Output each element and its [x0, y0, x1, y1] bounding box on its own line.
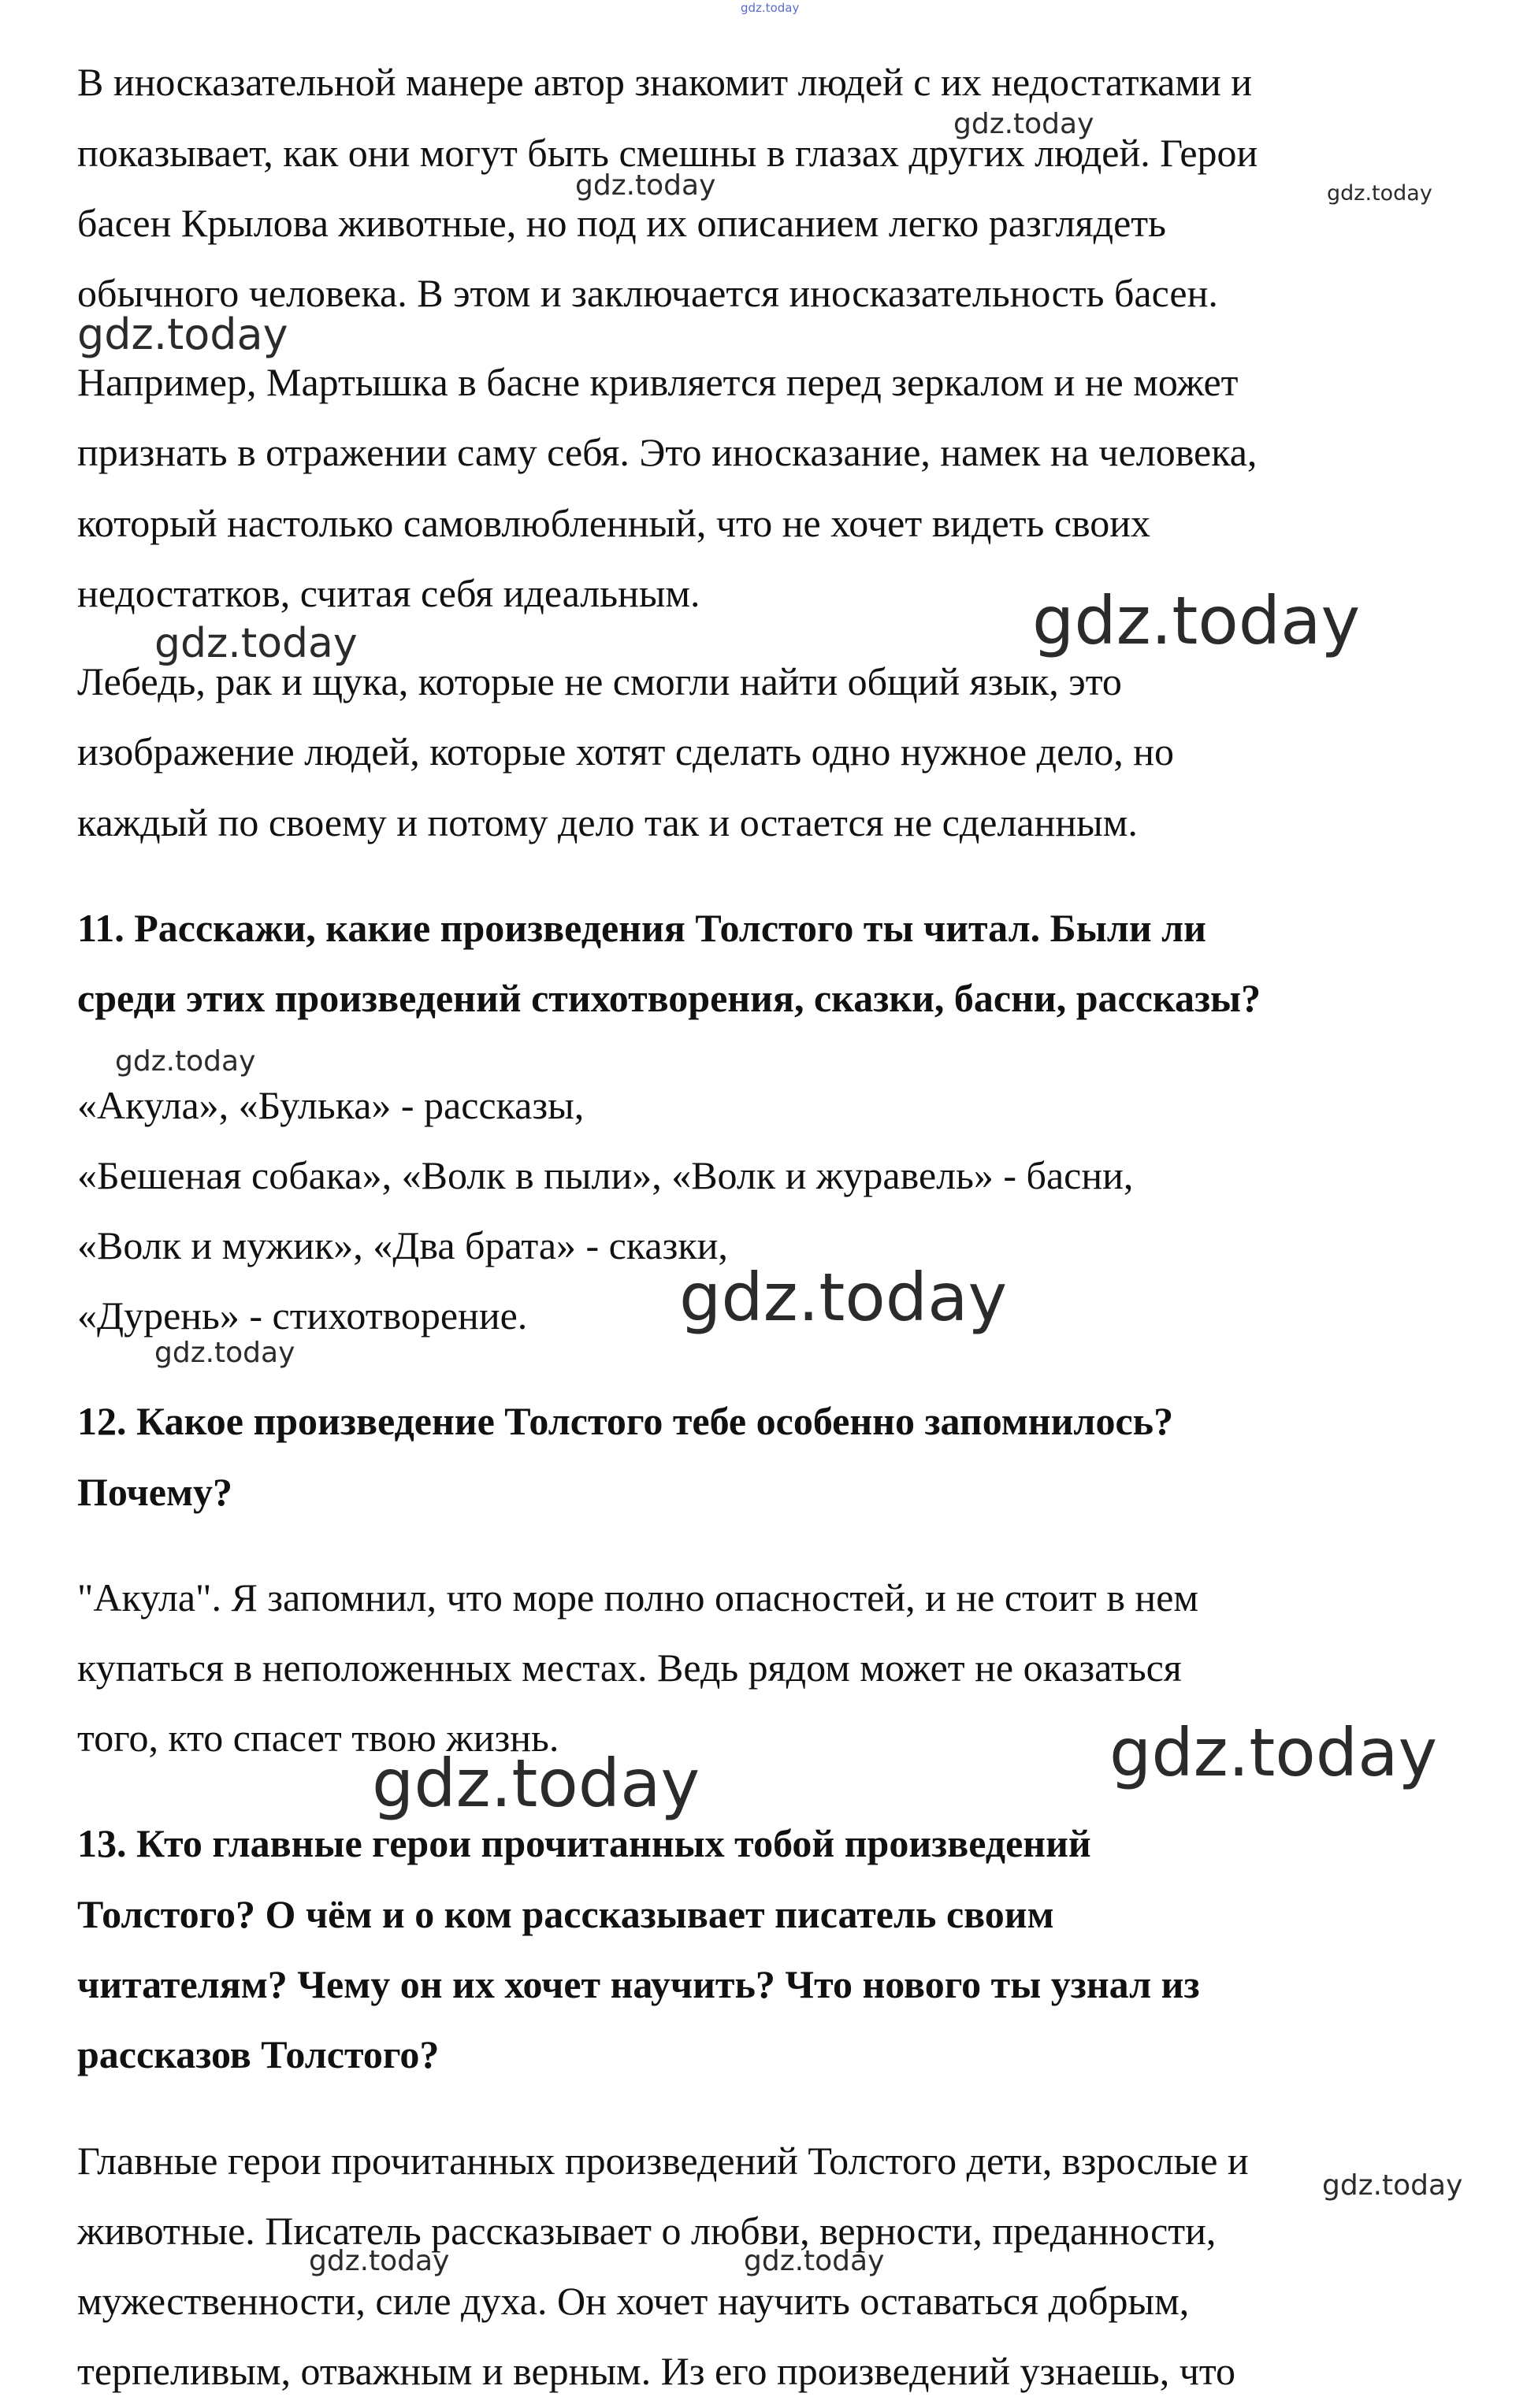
answer-11-line: «Акула», «Булька» - рассказы, — [77, 1083, 585, 1127]
paragraph-line: недостатков, считая себя идеальным. — [77, 571, 700, 615]
watermark: gdz.today — [1322, 2169, 1463, 2202]
question-11-line: 11. Расскажи, какие произведения Толстого ты читал. Были ли — [77, 906, 1206, 950]
watermark: gdz.today — [77, 310, 288, 359]
watermark: gdz.today — [154, 620, 358, 667]
watermark: gdz.today — [372, 1745, 700, 1822]
watermark: gdz.today — [154, 1337, 295, 1369]
paragraph-line: Например, Мартышка в басне кривляется перед зеркалом и не может — [77, 360, 1239, 404]
watermark: gdz.today — [309, 2245, 450, 2277]
watermark: gdz.today — [575, 169, 716, 202]
watermark: gdz.today — [1032, 582, 1361, 659]
answer-13-line: терпеливым, отважным и верным. Из его произведений узнаешь, что — [77, 2349, 1236, 2393]
paragraph-line: который настолько самовлюбленный, что не хочет видеть своих — [77, 501, 1151, 545]
paragraph-line: показывает, как они могут быть смешны в глазах других людей. Герои — [77, 131, 1258, 175]
paragraph-line: каждый по своему и потому дело так и остается не сделанным. — [77, 800, 1138, 844]
watermark: gdz.today — [115, 1045, 256, 1078]
question-12-line: 12. Какое произведение Толстого тебе особенно запомнилось? — [77, 1399, 1174, 1443]
paragraph-line: басен Крылова животные, но под их описанием легко разглядеть — [77, 201, 1166, 245]
question-13-line: рассказов Толстого? — [77, 2032, 440, 2076]
answer-12-line: купаться в неположенных местах. Ведь рядом может не оказаться — [77, 1646, 1182, 1690]
answer-13-line: Главные герои прочитанных произведений Толстого дети, взрослые и — [77, 2139, 1249, 2183]
paragraph-line: изображение людей, которые хотят сделать одно нужное дело, но — [77, 729, 1174, 774]
answer-11-line: «Дурень» - стихотворение. — [77, 1293, 528, 1338]
answer-13-line: мужественности, силе духа. Он хочет научить оставаться добрым, — [77, 2279, 1190, 2323]
answer-11-line: «Волк и мужик», «Два брата» - сказки, — [77, 1223, 728, 1267]
header-watermark: gdz.today — [741, 1, 800, 15]
answer-12-line: того, кто спасет твою жизнь. — [77, 1716, 559, 1760]
answer-11-line: «Бешеная собака», «Волк в пыли», «Волк и журавель» - басни, — [77, 1153, 1134, 1197]
answer-13-line: животные. Писатель рассказывает о любви, верности, преданности, — [77, 2209, 1217, 2253]
watermark: gdz.today — [1327, 181, 1432, 206]
question-13-line: 13. Кто главные герои прочитанных тобой произведений — [77, 1821, 1091, 1865]
watermark: gdz.today — [744, 2245, 885, 2277]
watermark: gdz.today — [1109, 1714, 1438, 1791]
paragraph-line: В иносказательной манере автор знакомит людей с их недостатками и — [77, 60, 1252, 104]
watermark: gdz.today — [953, 108, 1094, 140]
answer-12-line: "Акула". Я запомнил, что море полно опасностей, и не стоит в нем — [77, 1575, 1199, 1620]
paragraph-line: Лебедь, рак и щука, которые не смогли найти общий язык, это — [77, 659, 1122, 703]
watermark: gdz.today — [679, 1259, 1008, 1336]
question-13-line: Толстого? О чём и о ком рассказывает писатель своим — [77, 1892, 1054, 1936]
paragraph-line: обычного человека. В этом и заключается иносказательность басен. — [77, 271, 1218, 315]
question-12-line: Почему? — [77, 1470, 233, 1514]
paragraph-line: признать в отражении саму себя. Это иносказание, намек на человека, — [77, 430, 1258, 474]
question-13-line: читателям? Чему он их хочет научить? Что нового ты узнал из — [77, 1962, 1200, 2006]
question-11-line: среди этих произведений стихотворения, сказки, басни, рассказы? — [77, 976, 1261, 1020]
